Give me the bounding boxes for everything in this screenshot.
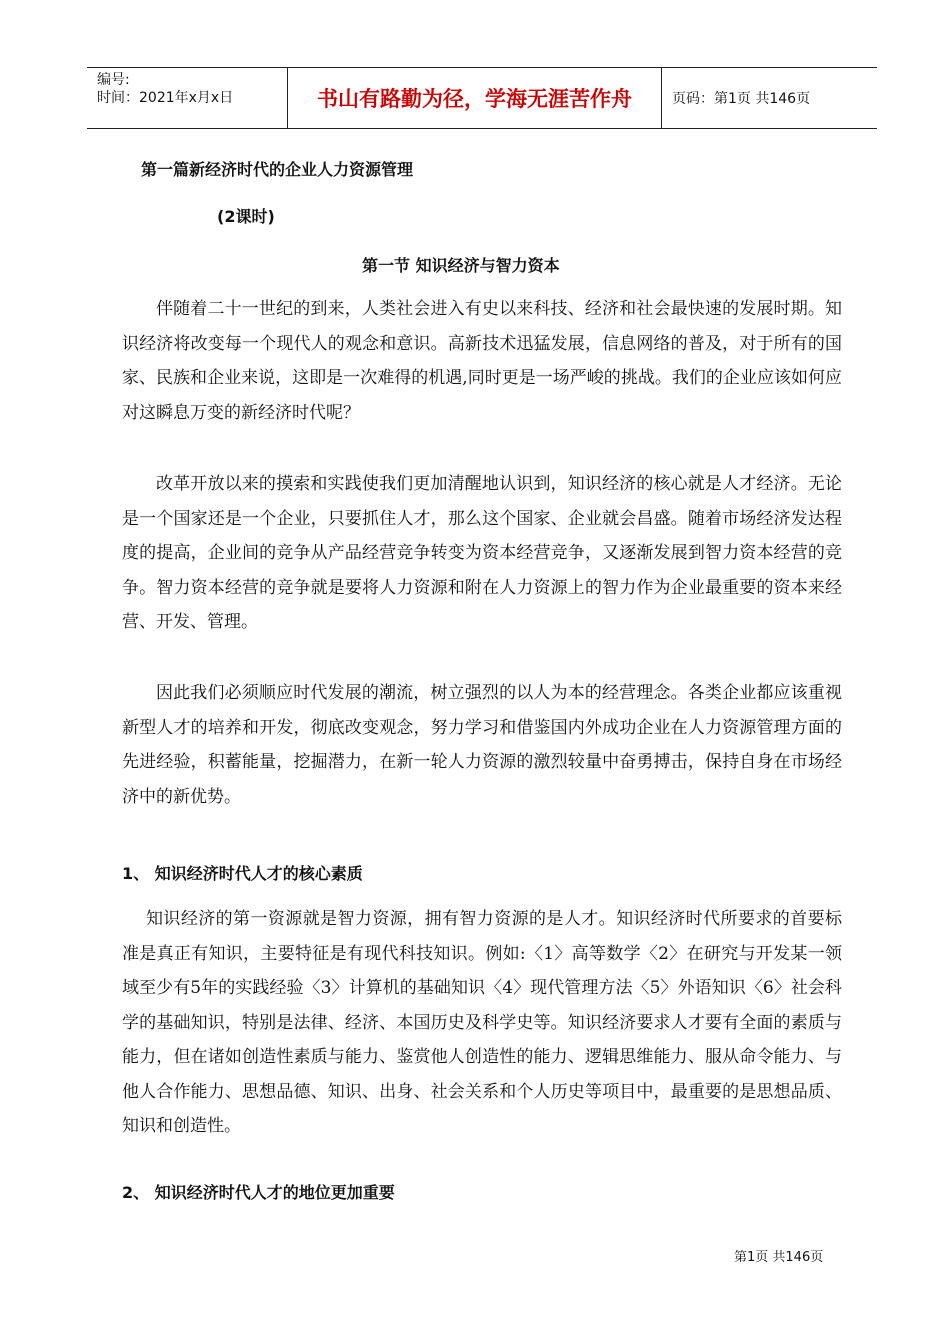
paragraph-2: 改革开放以来的摸索和实践使我们更加清醒地认识到，知识经济的核心就是人才经济。无论是一个国家还是一个企业，只要抓住人才，那么这个国家、企业就会昌盛。随着市场经济发达程度的提高，企业间的竞争从产品经营竞争转变为资本经营竞争，又逐渐发展到智力资本经营的竞争。智力资本经营的竞争就是要将人力资源和附在人力资源上的智力作为企业最重要的资本来经营、开发、管理。 bbox=[122, 474, 842, 632]
header-motto: 书山有路勤为径，学海无涯苦作舟 bbox=[288, 68, 662, 128]
section-title: 第一节 知识经济与智力资本 bbox=[362, 256, 560, 275]
paragraph-3: 因此我们必须顺应时代发展的潮流，树立强烈的以人为本的经营理念。各类企业都应该重视新型人才的培养和开发，彻底改变观念，努力学习和借鉴国内外成功企业在人力资源管理方面的先进经验，积蓄能量，挖掘潜力，在新一轮人力资源的激烈较量中奋勇搏击，保持自身在市场经济中的新优势。 bbox=[122, 683, 842, 807]
number-label: 编号: bbox=[97, 72, 130, 88]
heading-2: 2、 知识经济时代人才的地位更加重要 bbox=[122, 1183, 395, 1202]
header-page-info: 页码：第1页 共146页 bbox=[672, 91, 811, 107]
page-header bbox=[87, 67, 877, 129]
paragraph-4: 知识经济的第一资源就是智力资源，拥有智力资源的是人才。知识经济时代所要求的首要标准是真正有知识，主要特征是有现代科技知识。例如:〈1〉高等数学〈2〉在研究与开发某一领域至少有5年的实践经验〈3〉计算机的基础知识〈4〉现代管理方法〈5〉外语知识〈6〉社会科学的基础知识，特别是法律、经济、本国历史及科学史等。知识经济要求人才要有全面的素质与能力，但在诸如创造性素质与能力、鉴赏他人创造性的能力、逻辑思维能力、服从命令能力、与他人合作能力、思想品德、知识、出身、社会关系和个人历史等项目中，最重要的是思想品质、知识和创造性。 bbox=[122, 909, 842, 1136]
part-title: 第一篇新经济时代的企业人力资源管理 bbox=[141, 160, 414, 179]
paragraph-1: 伴随着二十一世纪的到来，人类社会进入有史以来科技、经济和社会最快速的发展时期。知识经济将改变每一个现代人的观念和意识。高新技术迅猛发展，信息网络的普及，对于所有的国家、民族和企业来说，这即是一次难得的机遇,同时更是一场严峻的挑战。我们的企业应该如何应对这瞬息万变的新经济时代呢？ bbox=[122, 299, 842, 423]
header-meta bbox=[87, 68, 288, 128]
hours-label: (2课时) bbox=[217, 207, 275, 226]
heading-1: 1、 知识经济时代人才的核心素质 bbox=[122, 864, 363, 883]
footer-page-info: 第1页 共146页 bbox=[734, 1250, 824, 1265]
time-label: 时间：2021年x月x日 bbox=[97, 90, 234, 106]
